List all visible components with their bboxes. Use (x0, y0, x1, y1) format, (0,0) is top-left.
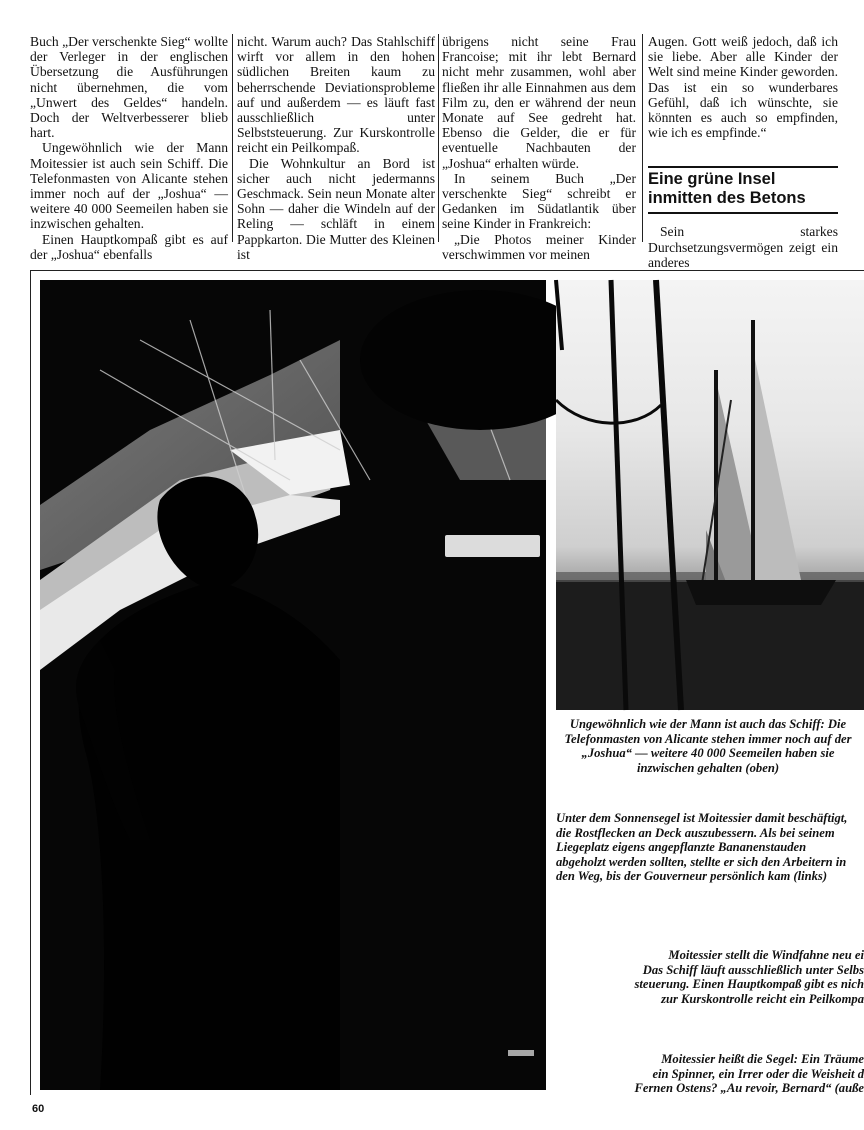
caption-middle: Unter dem Sonnensegel ist Moitessier damit beschäftigt, die Rostflecken an Deck auszubessern. Als bei seinem Liegeplatz eigens angepflanzte Bananenstauden abgeholzt werden sollten, stellte er sich den Arbeitern in den Weg, bis der Gouverneur persönlich kam (links) (556, 811, 848, 884)
photo-joshua-masts-image (556, 280, 864, 710)
article-column-3 (442, 34, 636, 262)
caption-line: Moitessier stellt die Windfahne neu ei (668, 948, 864, 962)
paragraph: nicht. Warum auch? Das Stahlschiff wirft vor allem in den hohen südlichen Breiten kaum zu beherrschende Deviationsprobleme auf und außerdem — es läuft fast ausschließlich unter Selbststeuerung. Zur Kurskontrolle reicht ein Peilkompaß. (237, 34, 435, 156)
subheadline-rule (648, 212, 838, 214)
caption-line: steuerung. Einen Hauptkompaß gibt es nich (634, 977, 864, 992)
caption-line: Fernen Ostens? „Au revoir, Bernard“ (auße (634, 1081, 864, 1096)
caption-line: ein Spinner, ein Irrer oder die Weisheit d (652, 1066, 864, 1081)
caption-bottom-2 (580, 1052, 864, 1096)
article-column-2 (237, 34, 435, 262)
caption-top: Ungewöhnlich wie der Mann ist auch das Schiff: Die Telefonmasten von Alicante stehen immer noch auf der „Joshua“ — weitere 40 000 Seemeilen haben sie inzwischen gehalten (oben) (564, 717, 852, 775)
subheadline: Eine grüne Insel inmitten des Betons (648, 170, 806, 208)
paragraph: Ungewöhnlich wie der Mann Moitessier ist auch sein Schiff. Die Telefonmasten von Alicante stehen immer noch auf der „Joshua“ — weitere 40 000 Seemeilen haben sie inzwischen gehalten. (30, 140, 228, 232)
column-rule (438, 34, 439, 242)
column-rule (232, 34, 233, 242)
caption-line: zur Kurskontrolle reicht ein Peilkompa (661, 991, 864, 1006)
article-column-1 (30, 34, 228, 262)
caption-line: Das Schiff läuft ausschließlich unter Selbs (642, 962, 864, 977)
column-rule (642, 34, 643, 242)
paragraph: „Die Photos meiner Kinder verschwimmen vor meinen (442, 231, 636, 262)
paragraph: In seinem Buch „Der verschenkte Sieg“ schreibt er Gedanken im Südatlantik über seine Kinder in Frankreich: (442, 170, 636, 232)
caption-bottom-1 (580, 948, 864, 1006)
photo-deck-silhouette (40, 280, 546, 1090)
paragraph: Sein starkes Durchsetzungsvermögen zeigt ein anderes (648, 224, 838, 270)
subheadline-block (648, 166, 838, 214)
photo-deck-silhouette-image (40, 280, 546, 1090)
paragraph: Buch „Der verschenkte Sieg“ wollte der Verleger in der englischen Übersetzung die Ausführungen nicht übernehmen, die vom „Unwert des Geldes“ handeln. Doch der Weltverbesserer blieb hart. (30, 34, 228, 141)
paragraph: Die Wohnkultur an Bord ist sicher auch nicht jedermanns Geschmack. Sein neun Monate alter Sohn — daher die Windeln auf der Reling — schläft in einem Pappkarton. Die Mutter des Kleinen ist (237, 155, 435, 262)
article-column-4 (648, 34, 838, 270)
paragraph: Einen Hauptkompaß gibt es auf der „Joshua“ ebenfalls (30, 231, 228, 262)
caption-line: Moitessier heißt die Segel: Ein Träume (661, 1052, 864, 1066)
photo-joshua-masts (556, 280, 864, 710)
paragraph: Augen. Gott weiß jedoch, daß ich sie liebe. Aber alle Kinder der Welt sind meine Kinder geworden. Das ist ein so wunderbares Gefühl, daß ich wünschte, sie könnten es auch so empfinden, wie ich es empfinde.“ (648, 34, 838, 141)
page-number: 60 (32, 1103, 45, 1115)
paragraph: übrigens nicht seine Frau Francoise; mit ihr lebt Bernard nicht mehr zusammen, wohl aber fließen ihr alle Einnahmen aus dem Film zu, den er während der neun Monate auf See gedreht hat. Ebenso die Gelder, die er für eventuelle Nachbauten der „Joshua“ erhalten würde. (442, 34, 636, 171)
